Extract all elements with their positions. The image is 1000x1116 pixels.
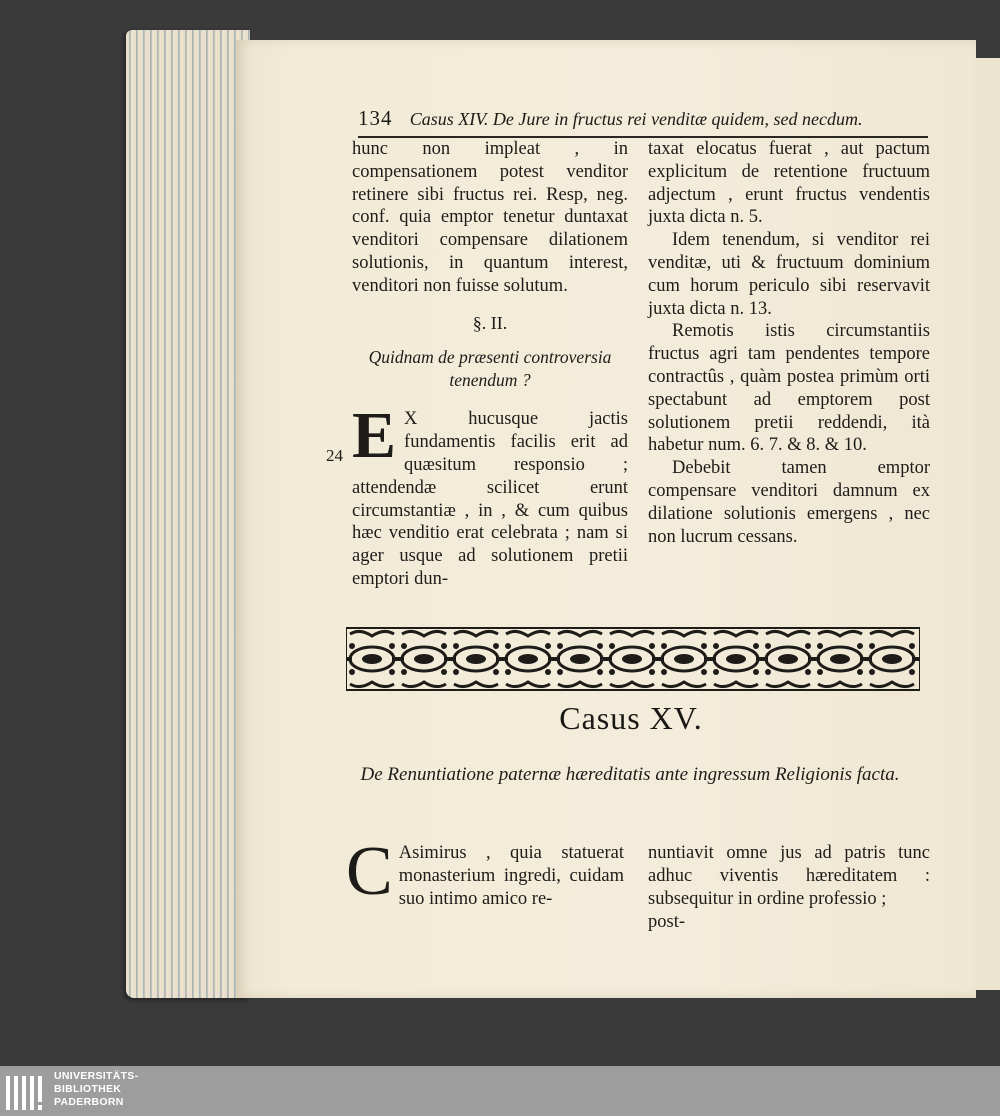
bottom-right-paragraph: nuntiavit omne jus ad patris tunc adhuc viventis hæreditatem : subsequitur in ordine professio ; [648,843,930,909]
chapter-title: Casus XV. [559,700,703,736]
library-logo-icon [6,1072,50,1110]
library-footer-bar [0,1066,1000,1116]
right-paragraph-1: taxat elocatus fuerat , aut pactum explicitum de retentione fructuum adjectum , erunt fructus vendentis juxta dicta n. 5. [648,139,930,228]
page-number: 134 [358,106,393,130]
left-paragraph-2 [352,399,628,590]
right-paragraph-4: Debebit tamen emptor compensare venditori damnum ex dilatione solutionis emergens , nec non lucrum cessans. [648,458,930,547]
catchword: post- [648,912,685,932]
right-column [648,138,930,548]
right-paragraph-3: Remotis istis circumstantiis fructus agri tam pendentes tempore contractûs , quàm postea primùm orti spectabunt ad emptorem post solutionem pretii reddendi, ità habetur num. 6. 7. & 8. & 10. [648,321,930,456]
bottom-left-paragraph [346,833,624,911]
drop-cap-c: C [346,833,393,910]
book-page-edges [126,30,250,998]
bottom-left-column [346,833,624,911]
library-name [54,1070,138,1109]
running-header [358,106,928,138]
running-title: Casus XIV. De Jure in fructus rei venditæ quidem, sed necdum. [409,109,863,129]
bottom-right-column [648,842,930,934]
library-name-line-2: BIBLIOTHEK [54,1083,122,1095]
margin-number: 24 [326,446,343,465]
library-name-line-3: PADERBORN [54,1096,124,1108]
chapter-subtitle: De Renuntiatione paternæ hæreditatis ante ingressum Religionis facta. [360,764,900,785]
section-question: Quidnam de præsenti controversia tenendum ? [368,347,612,391]
section-mark: §. II. [472,312,508,333]
decorative-ornament-band [346,626,920,692]
bottom-left-text: Asimirus , quia statuerat monasterium ingredi, cuidam suo intimo amico re- [398,843,624,909]
drop-cap-e: E [352,399,397,473]
library-name-line-1: UNIVERSITÄTS- [54,1070,139,1082]
right-paragraph-2: Idem tenendum, si venditor rei venditæ, uti & fructuum dominium cum horum periculo sibi reservavit juxta dicta n. 13. [648,230,930,319]
left-paragraph-1: hunc non impleat , in compensationem potest venditor retinere sibi fructus rei. Resp, neg. conf. quia emptor tenetur duntaxat venditori compensare dilationem solutionis, in quantum interest, venditori non fuisse solutum. [352,139,628,296]
left-paragraph-2-text: X hucusque jactis fundamentis facilis erit ad quæsitum responsio ; attendendæ scilicet erunt circumstantiæ , in , & cum quibus hæc venditio erat celebrata ; nam si ager usque ad solutionem pretii emptori dun- [352,409,628,589]
left-column [352,138,628,591]
